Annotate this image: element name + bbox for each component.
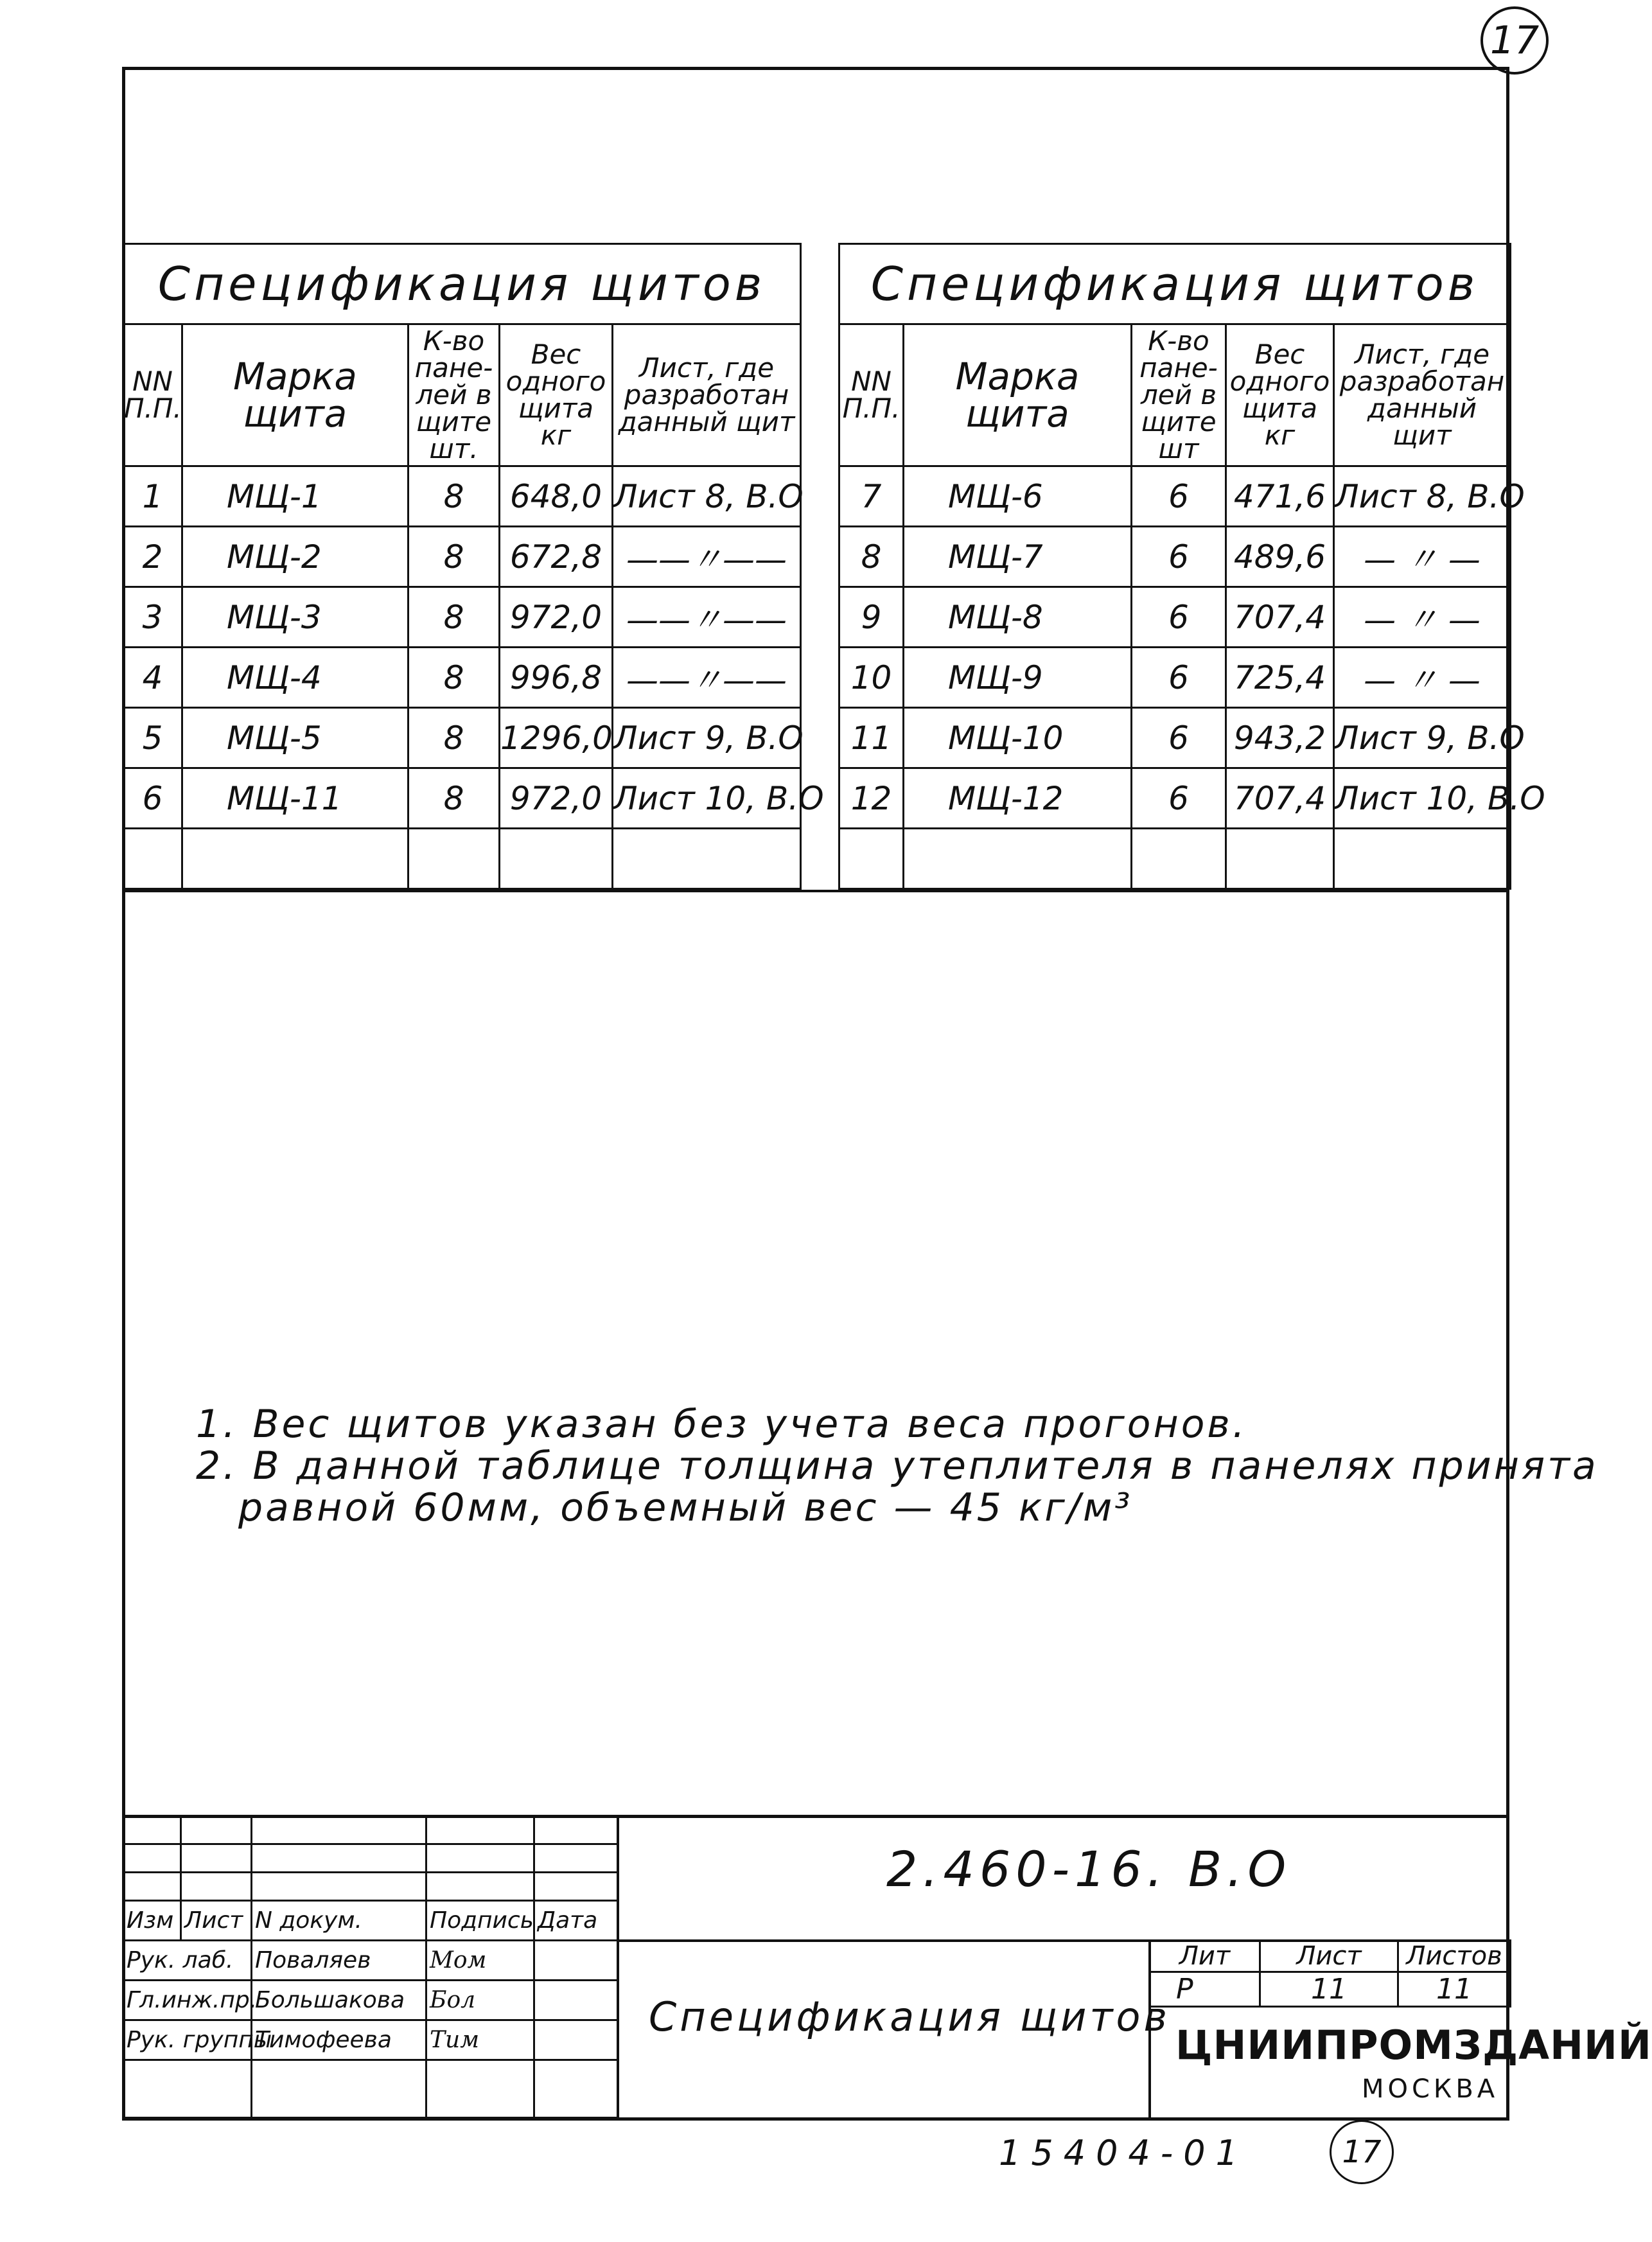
cell-count: 8 (409, 587, 500, 648)
cell-count: 6 (1132, 648, 1226, 708)
cell-num: 2 (123, 527, 182, 587)
cell-weight: 648,0 (500, 466, 613, 527)
spec-table-title: Спецификация щитов (839, 244, 1511, 324)
cell-num: 10 (839, 648, 904, 708)
staff-signature: Мом (426, 1941, 534, 1981)
header-panel-count: К-во пане-лей в щите шт (1132, 324, 1226, 466)
staff-role: Гл.инж.пр. (123, 1981, 252, 2020)
cell-num: 11 (839, 708, 904, 768)
cell-sheet: Лист 8, В.О (613, 466, 801, 527)
staff-name: Поваляев (252, 1941, 426, 1981)
cell-sheet: — 〃 — (1334, 648, 1511, 708)
table-row (123, 648, 801, 708)
staff-name: Большакова (252, 1981, 426, 2020)
org-name: ЦНИИПРОМЗДАНИЙ (1175, 2022, 1652, 2069)
cell-weight: 996,8 (500, 648, 613, 708)
cell-weight: 672,8 (500, 527, 613, 587)
col-label-sheet: Лист (181, 1901, 252, 1941)
cell-weight: 471,6 (1226, 466, 1334, 527)
notes (196, 1404, 1599, 1528)
cell-weight: 1296,0 (500, 708, 613, 768)
table-row (839, 648, 1511, 708)
cell-num: 4 (123, 648, 182, 708)
cell-sheet: Лист 10, В.О (1334, 768, 1511, 829)
page-number: 17 (1489, 18, 1540, 63)
cell-mark: МЩ-9 (904, 648, 1132, 708)
spec-table-right (838, 243, 1545, 890)
cell-num: 6 (123, 768, 182, 829)
col-label-signature: Подпись (426, 1901, 534, 1941)
staff-name: Тимофеева (252, 2020, 426, 2060)
cell-count: 6 (1132, 708, 1226, 768)
cell-sheet: ——〃—— (613, 587, 801, 648)
cell-sheet: ——〃—— (613, 648, 801, 708)
cell-mark: МЩ-4 (182, 648, 409, 708)
cell-num: 3 (123, 587, 182, 648)
revision-grid (122, 1815, 619, 1941)
staff-signature: Тим (426, 2020, 534, 2060)
header-weight: Вес одного щита кг (1226, 324, 1334, 466)
cell-count: 6 (1132, 768, 1226, 829)
table-row-empty (123, 829, 801, 889)
header-mark: Марка щита (904, 324, 1132, 466)
doc-code: 2.460-16. В.О (886, 1840, 1292, 1898)
cell-mark: МЩ-11 (182, 768, 409, 829)
lit-label: Лит (1150, 1941, 1260, 1972)
cell-num: 9 (839, 587, 904, 648)
header-mark: Марка щита (182, 324, 409, 466)
cell-weight: 972,0 (500, 587, 613, 648)
cell-weight: 489,6 (1226, 527, 1334, 587)
cell-num: 7 (839, 466, 904, 527)
sheet-value: 11 (1260, 1972, 1398, 2007)
cell-count: 6 (1132, 587, 1226, 648)
staff-role: Рук. группы (123, 2020, 252, 2060)
cell-num: 1 (123, 466, 182, 527)
header-panel-count: К-во пане-лей в щите шт. (409, 324, 500, 466)
cell-num: 8 (839, 527, 904, 587)
cell-mark: МЩ-6 (904, 466, 1132, 527)
cell-count: 8 (409, 708, 500, 768)
cell-sheet: Лист 10, В.О (613, 768, 801, 829)
cell-count: 8 (409, 527, 500, 587)
table-row (839, 768, 1511, 829)
table-row (123, 587, 801, 648)
cell-num: 5 (123, 708, 182, 768)
staff-role: Рук. лаб. (123, 1941, 252, 1981)
header-num: NN П.П. (839, 324, 904, 466)
table-row-empty (839, 829, 1511, 889)
table-row (839, 587, 1511, 648)
cell-count: 8 (409, 768, 500, 829)
header-num: NN П.П. (123, 324, 182, 466)
sheets-label: Листов (1398, 1941, 1511, 1972)
table-row (123, 708, 801, 768)
cell-weight: 707,4 (1226, 587, 1334, 648)
cell-sheet: — 〃 — (1334, 527, 1511, 587)
cell-mark: МЩ-10 (904, 708, 1132, 768)
lit-value: Р (1150, 1972, 1260, 2007)
cell-mark: МЩ-5 (182, 708, 409, 768)
cell-count: 8 (409, 648, 500, 708)
cell-sheet: Лист 9, В.О (613, 708, 801, 768)
col-label-izm: Изм (123, 1901, 181, 1941)
note-1: 1. Вес щитов указан без учета веса прогонов. (196, 1402, 1247, 1447)
cell-mark: МЩ-8 (904, 587, 1132, 648)
header-sheet: Лист, где разработан данный щит (613, 324, 801, 466)
cell-mark: МЩ-1 (182, 466, 409, 527)
title-block (122, 1815, 1652, 2121)
page-number-circle (1481, 6, 1549, 75)
table-row (123, 527, 801, 587)
cell-weight: 725,4 (1226, 648, 1334, 708)
cell-sheet: Лист 9, В.О (1334, 708, 1511, 768)
cell-mark: МЩ-7 (904, 527, 1132, 587)
cell-count: 6 (1132, 466, 1226, 527)
sheet-info (1148, 1939, 1511, 2008)
col-label-date: Дата (534, 1901, 618, 1941)
cell-count: 8 (409, 466, 500, 527)
sheet-label: Лист (1260, 1941, 1398, 1972)
col-label-doc: N докум. (252, 1901, 426, 1941)
tables-bottom-line (122, 890, 1509, 892)
header-weight: Вес одного щита кг (500, 324, 613, 466)
org-city: МОСКВА (1362, 2074, 1499, 2104)
cell-mark: МЩ-12 (904, 768, 1132, 829)
table-row (839, 466, 1511, 527)
cell-sheet: — 〃 — (1334, 587, 1511, 648)
staff-grid (122, 1939, 619, 2119)
bottom-circle-number: 17 (1330, 2120, 1394, 2184)
cell-weight: 707,4 (1226, 768, 1334, 829)
cell-mark: МЩ-3 (182, 587, 409, 648)
header-sheet: Лист, где разработан данный щит (1334, 324, 1511, 466)
cell-weight: 943,2 (1226, 708, 1334, 768)
table-row (839, 708, 1511, 768)
table-row (839, 527, 1511, 587)
cell-sheet: Лист 8, В.О (1334, 466, 1511, 527)
staff-signature: Бол (426, 1981, 534, 2020)
table-row (123, 466, 801, 527)
cell-count: 6 (1132, 527, 1226, 587)
cell-sheet: ——〃—— (613, 527, 801, 587)
note-2: 2. В данной таблице толщина утеплителя в панелях принята (196, 1443, 1599, 1488)
inventory-number: 15404-01 (999, 2133, 1248, 2173)
doc-title: Спецификация щитов (649, 1993, 1170, 2040)
cell-num: 12 (839, 768, 904, 829)
table-row (123, 768, 801, 829)
cell-mark: МЩ-2 (182, 527, 409, 587)
sheets-value: 11 (1398, 1972, 1511, 2007)
cell-weight: 972,0 (500, 768, 613, 829)
spec-table-left (122, 243, 824, 890)
note-2-cont: равной 60мм, объемный вес — 45 кг/м³ (238, 1485, 1133, 1530)
spec-table-title: Спецификация щитов (123, 244, 801, 324)
